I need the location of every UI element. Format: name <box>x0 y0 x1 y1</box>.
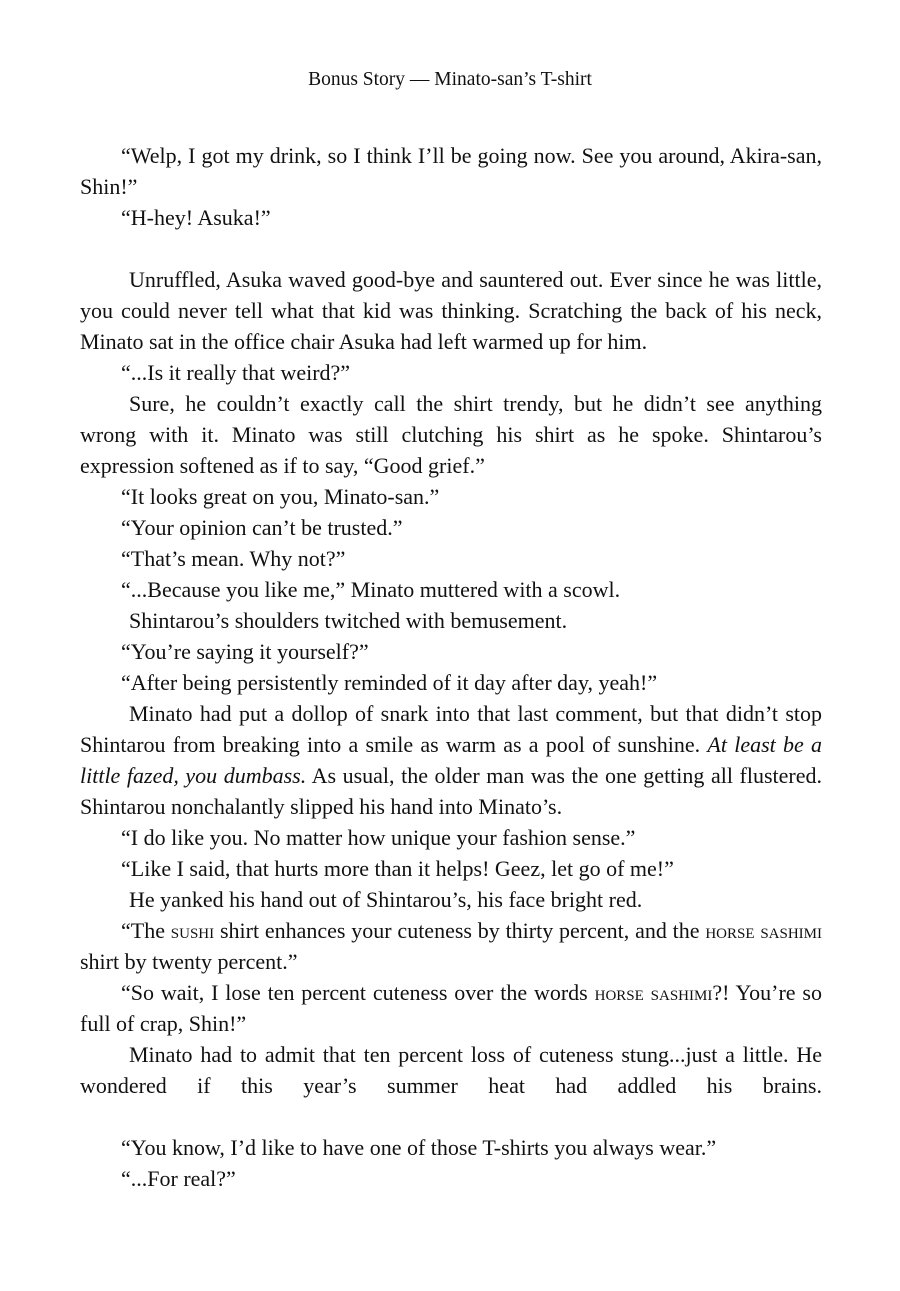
paragraph: “Like I said, that hurts more than it helps! Geez, let go of me!” <box>121 856 674 881</box>
paragraph: “I do like you. No matter how unique your fashion sense.” <box>121 825 636 850</box>
paragraph: “It looks great on you, Minato-san.” <box>121 484 440 509</box>
paragraph <box>80 915 822 977</box>
text-run: “So wait, I lose ten percent cuteness over the words <box>121 980 595 1005</box>
small-caps-text: sushi <box>170 918 215 943</box>
small-caps-text: horse sashimi <box>705 918 823 943</box>
paragraph: “...Is it really that weird?” <box>121 360 351 385</box>
text-run: shirt by twenty percent.” <box>80 949 298 974</box>
section-break <box>80 233 822 264</box>
text-run: As usual, the older man was the one getting all flustered. Shintarou nonchalantly slipped his hand into Minato’s. <box>80 763 822 819</box>
paragraph: Sure, he couldn’t exactly call the shirt trendy, but he didn’t see anything wrong with it. Minato was still clutching his shirt as he spoke. Shintarou’s expression softened as if to say, “Good grief.” <box>80 391 822 478</box>
paragraph: “Your opinion can’t be trusted.” <box>121 515 403 540</box>
paragraph: Shintarou’s shoulders twitched with bemusement. <box>129 608 568 633</box>
paragraph: “You’re saying it yourself?” <box>121 639 369 664</box>
paragraph: “Welp, I got my drink, so I think I’ll be going now. See you around, Akira-san, Shin!” <box>80 143 822 199</box>
paragraph: “...Because you like me,” Minato muttered with a scowl. <box>121 577 621 602</box>
paragraph: Unruffled, Asuka waved good-bye and sauntered out. Ever since he was little, you could never tell what that kid was thinking. Scratching the back of his neck, Minato sat in the office chair Asuka had left warmed up for him. <box>80 267 822 354</box>
section-break <box>80 1101 822 1132</box>
paragraph: Minato had to admit that ten percent loss of cuteness stung...just a little. He wondered if this year’s summer heat had addled his brains. <box>80 1042 822 1098</box>
text-run: ?! You’re so full of crap, Shin!” <box>80 980 822 1036</box>
running-header: Bonus Story — Minato-san’s T-shirt <box>308 69 592 90</box>
text-run: “The <box>121 918 171 943</box>
paragraph: He yanked his hand out of Shintarou’s, his face bright red. <box>129 887 643 912</box>
paragraph: “H-hey! Asuka!” <box>121 205 271 230</box>
paragraph: “You know, I’d like to have one of those T-shirts you always wear.” <box>121 1135 717 1160</box>
paragraph: “After being persistently reminded of it day after day, yeah!” <box>121 670 658 695</box>
text-run: Minato had put a dollop of snark into that last comment, but that didn’t stop Shintarou from breaking into a smile as warm as a pool of sunshine. <box>80 701 822 757</box>
paragraph: “...For real?” <box>121 1166 236 1191</box>
story-body <box>80 140 822 1194</box>
italic-thought: At least be a little fazed, you dumbass. <box>80 732 822 788</box>
paragraph <box>80 977 822 1039</box>
text-run: shirt enhances your cuteness by thirty percent, and the <box>214 918 706 943</box>
paragraph: “That’s mean. Why not?” <box>121 546 346 571</box>
paragraph <box>80 698 822 822</box>
small-caps-text: horse sashimi <box>594 980 713 1005</box>
